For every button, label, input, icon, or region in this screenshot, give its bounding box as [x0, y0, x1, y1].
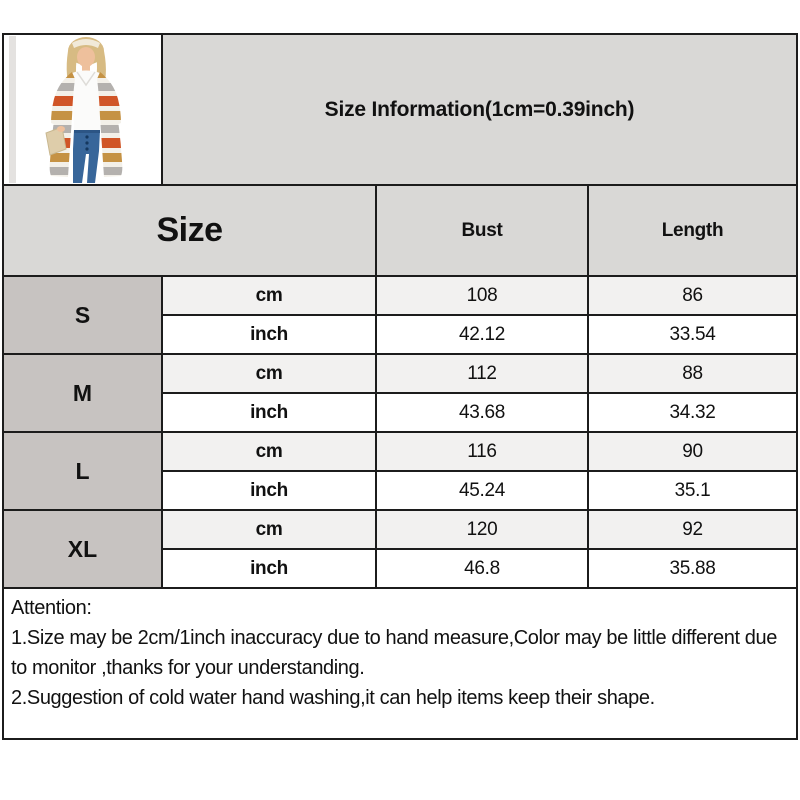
value-l-length-inch: 35.1: [588, 471, 797, 510]
unit-label-inch: inch: [162, 549, 376, 588]
unit-label-cm: cm: [162, 432, 376, 471]
value-m-bust-cm: 112: [376, 354, 588, 393]
value-xl-length-inch: 35.88: [588, 549, 797, 588]
size-label-s: S: [3, 276, 162, 354]
table-header-row: [3, 185, 797, 276]
unit-label-inch: inch: [162, 315, 376, 354]
unit-label-inch: inch: [162, 393, 376, 432]
value-m-length-cm: 88: [588, 354, 797, 393]
table-row: [3, 432, 797, 471]
attention-title: Attention:: [11, 597, 92, 619]
attention-line-2: 2.Suggestion of cold water hand washing,it can help items keep their shape.: [11, 687, 655, 709]
table-row: [3, 354, 797, 393]
unit-label-cm: cm: [162, 276, 376, 315]
value-l-bust-cm: 116: [376, 432, 588, 471]
table-row: [3, 510, 797, 549]
value-s-bust-cm: 108: [376, 276, 588, 315]
product-photo: [4, 35, 161, 184]
unit-label-cm: cm: [162, 354, 376, 393]
value-s-length-cm: 86: [588, 276, 797, 315]
column-header-size: Size: [3, 185, 376, 276]
size-info-title: Size Information(1cm=0.39inch): [162, 34, 797, 185]
value-s-length-inch: 33.54: [588, 315, 797, 354]
size-label-xl: XL: [3, 510, 162, 588]
size-table: [2, 33, 798, 740]
size-label-l: L: [3, 432, 162, 510]
size-label-m: M: [3, 354, 162, 432]
photo-edge: [9, 36, 16, 183]
value-l-length-cm: 90: [588, 432, 797, 471]
value-xl-bust-cm: 120: [376, 510, 588, 549]
table-row: [3, 34, 797, 185]
value-m-bust-inch: 43.68: [376, 393, 588, 432]
value-m-length-inch: 34.32: [588, 393, 797, 432]
product-photo-cell: [3, 34, 162, 185]
unit-label-inch: inch: [162, 471, 376, 510]
value-xl-length-cm: 92: [588, 510, 797, 549]
value-l-bust-inch: 45.24: [376, 471, 588, 510]
value-xl-bust-inch: 46.8: [376, 549, 588, 588]
value-s-bust-inch: 42.12: [376, 315, 588, 354]
unit-label-cm: cm: [162, 510, 376, 549]
column-header-bust: Bust: [376, 185, 588, 276]
table-row: [3, 588, 797, 739]
column-header-length: Length: [588, 185, 797, 276]
attention-notes: [3, 588, 797, 739]
attention-line-1: 1.Size may be 2cm/1inch inaccuracy due to hand measure,Color may be little different due to monitor ,thanks for your understanding.: [11, 627, 777, 679]
table-row: [3, 276, 797, 315]
